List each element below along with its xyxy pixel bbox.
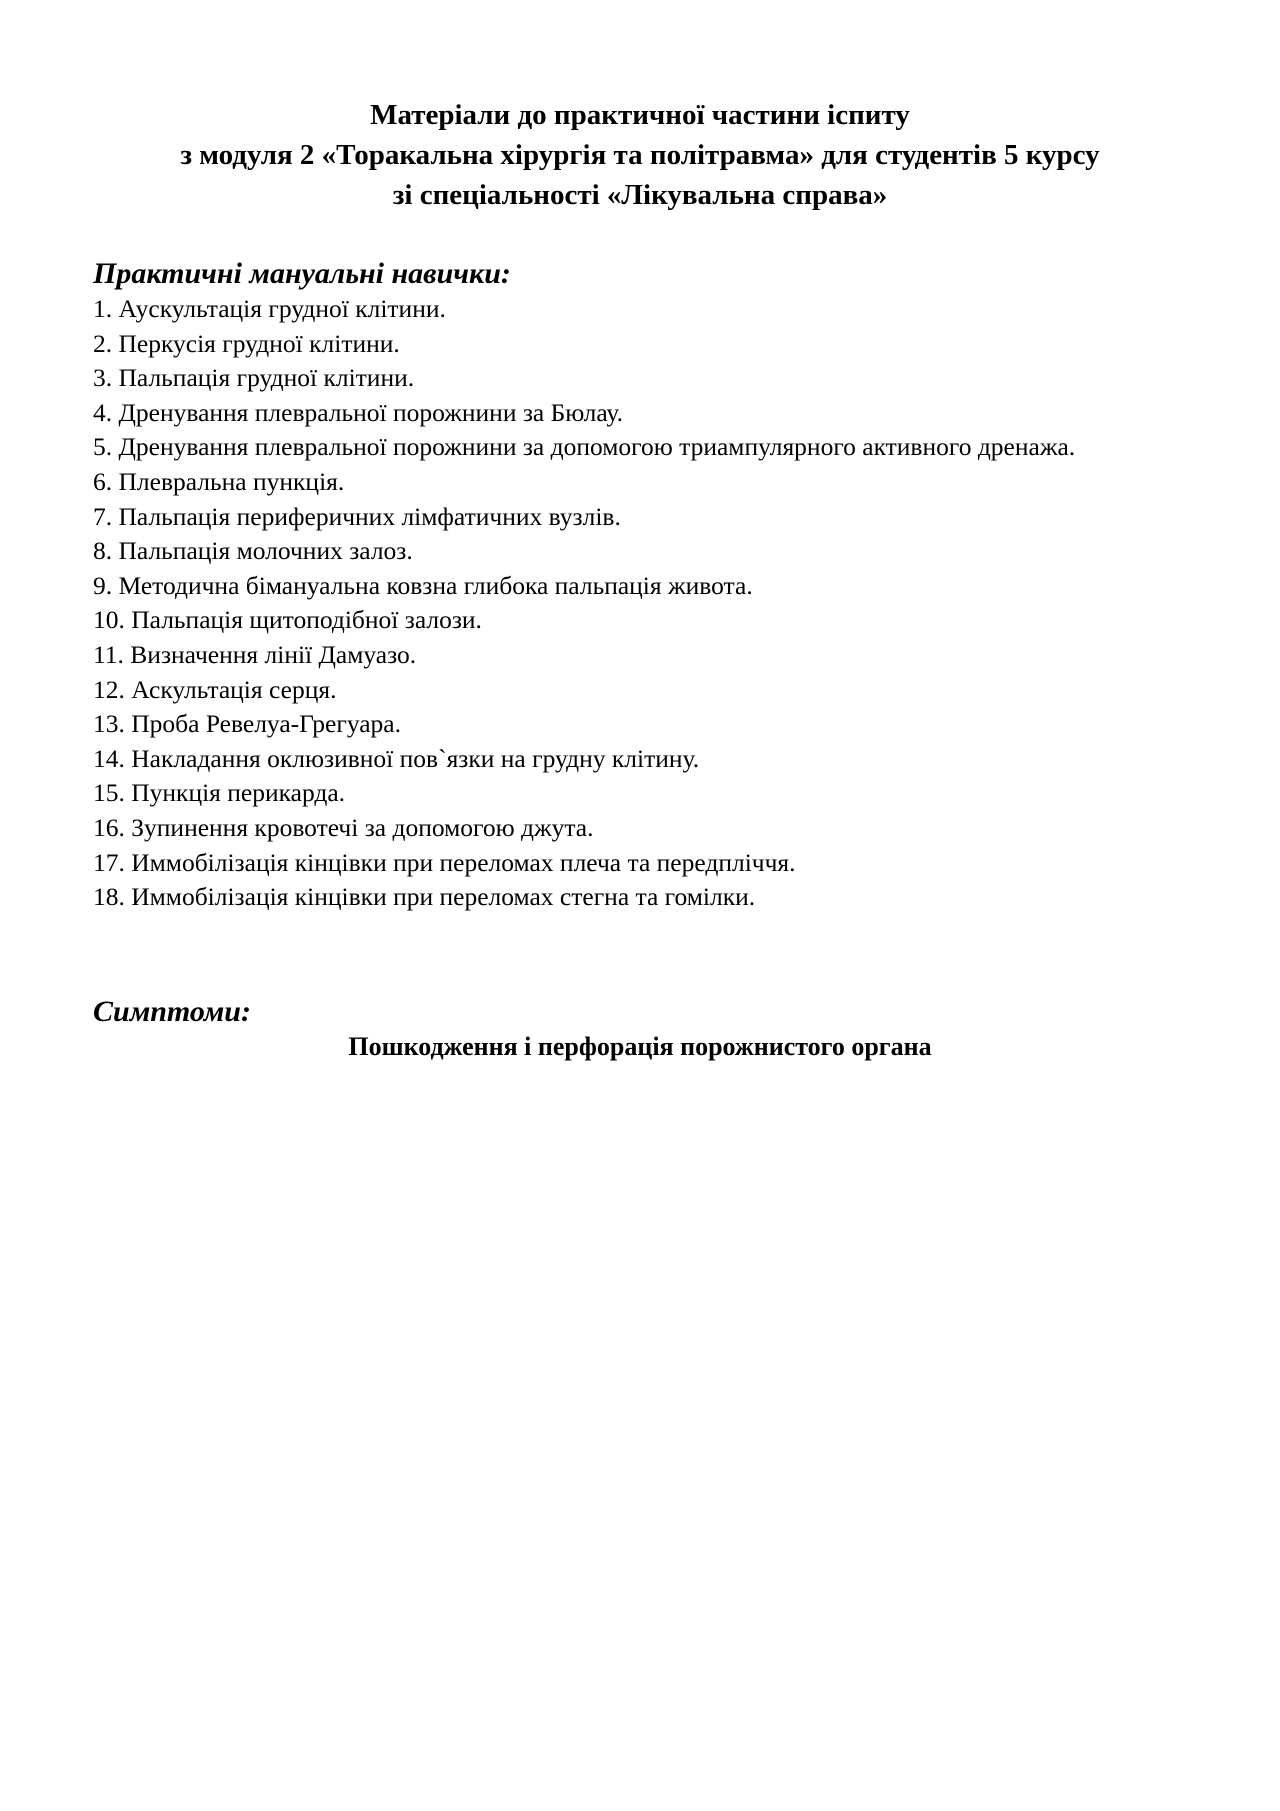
list-item: 12. Аскультація серця. (93, 674, 337, 704)
list-item: 16. Зупинення кровотечі за допомогою джута. (93, 812, 594, 842)
list-item: 4. Дренування плевральної порожнини за Бюлау. (93, 397, 623, 427)
skills-section-title: Практичні мануальні навички: (93, 257, 511, 290)
list-item: 11. Визначення лінії Дамуазо. (93, 639, 417, 669)
header-line-3: зі спеціальності «Лікувальна справа» (392, 179, 888, 211)
list-item: 8. Пальпація молочних залоз. (93, 536, 413, 566)
list-item: 3. Пальпація грудної клітини. (93, 363, 415, 393)
symptoms-section-title: Симптоми: (93, 995, 251, 1028)
list-item: 1. Аускультація грудної клітини. (93, 294, 446, 323)
list-item: 15. Пункція перикарда. (93, 778, 346, 808)
list-item: 10. Пальпація щитоподібної залози. (93, 605, 482, 635)
header-line-1: Матеріали до практичної частини іспиту (370, 99, 910, 131)
list-item: 17. Иммобілізація кінцівки при переломах плеча та передпліччя. (93, 847, 796, 877)
header-line-2: з модуля 2 «Торакальна хірургія та політравма» для студентів 5 курсу (180, 139, 1100, 171)
list-item: 13. Проба Ревелуа-Грегуара. (93, 709, 401, 739)
list-item: 7. Пальпація периферичних лімфатичних вузлів. (93, 501, 621, 531)
list-item: 9. Методична бімануальна ковзна глибока пальпація живота. (93, 570, 753, 600)
list-item: 6. Плевральна пункція. (93, 466, 345, 496)
list-item: 5. Дренування плевральної порожнини за допомогою триампулярного активного дренажа. (93, 432, 1076, 462)
symptoms-subheading: Пошкодження і перфорація порожнистого органа (348, 1032, 932, 1061)
list-item: 14. Накладання оклюзивної пов`язки на грудну клітину. (93, 743, 700, 773)
list-item: 2. Перкусія грудної клітини. (93, 328, 400, 358)
document-header (60, 95, 1220, 215)
list-item: 18. Иммобілізація кінцівки при переломах стегна та гомілки. (93, 882, 756, 912)
skills-list (93, 292, 1220, 915)
